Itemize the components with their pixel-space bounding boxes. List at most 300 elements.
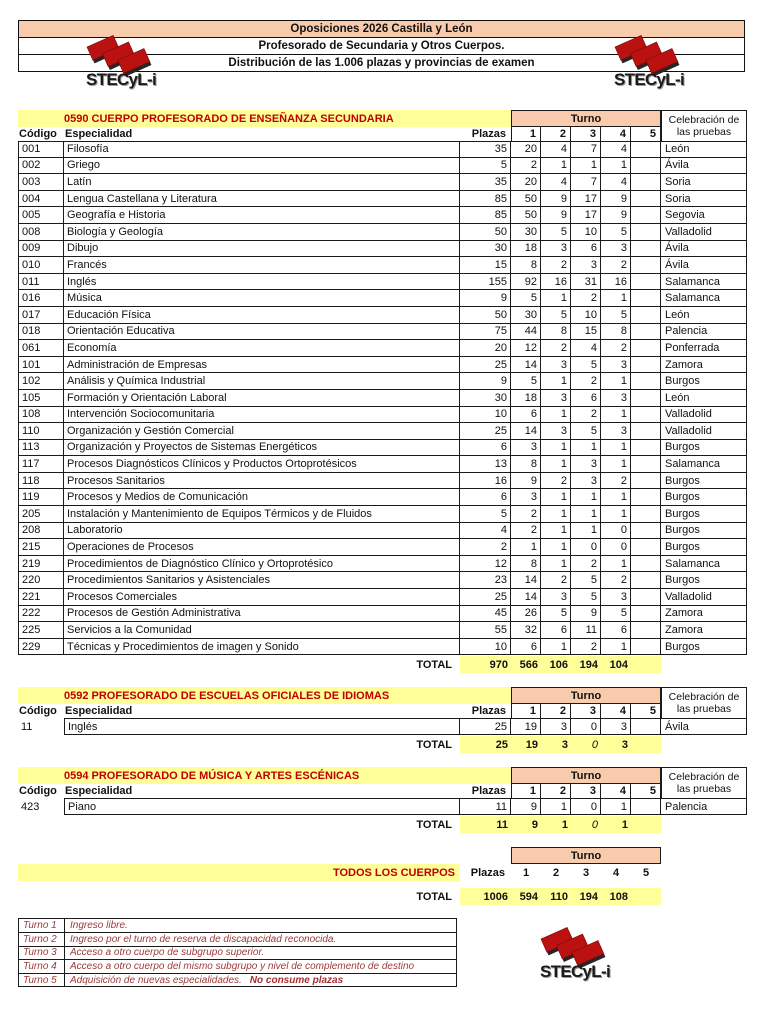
table-row [18, 606, 747, 623]
cell-especialidad: Dibujo [64, 241, 460, 258]
cell-t1: 8 [511, 257, 541, 274]
table-row [18, 373, 747, 390]
turno-col-header: 2 [552, 866, 560, 879]
cell-plazas: 25 [460, 589, 511, 606]
cell-codigo: 011 [18, 274, 64, 291]
cell-especialidad: Inglés [64, 274, 460, 291]
cell-t2: 1 [541, 798, 571, 815]
cell-t1: 26 [511, 606, 541, 623]
cell-t5 [631, 141, 661, 158]
codigo-header: Código [19, 705, 57, 718]
cell-t3: 2 [571, 290, 601, 307]
cell-t3: 1 [571, 440, 601, 457]
cell-codigo: 017 [18, 307, 64, 324]
cell-t2: 1 [541, 373, 571, 390]
cell-t4: 4 [601, 174, 631, 191]
cell-provincia: Burgos [661, 539, 747, 556]
total-t3: 0 [571, 736, 601, 753]
cell-t1: 1 [511, 539, 541, 556]
cell-t2: 3 [541, 357, 571, 374]
cell-t5 [631, 798, 661, 815]
stecyl-logo-bottom [538, 926, 634, 980]
cell-t4: 3 [601, 357, 631, 374]
cell-provincia: Burgos [661, 373, 747, 390]
turno-col-header: 4 [601, 784, 631, 798]
cell-plazas: 30 [460, 390, 511, 407]
cell-especialidad: Organización y Gestión Comercial [64, 423, 460, 440]
plazas-header: Plazas [471, 128, 506, 140]
cell-plazas: 9 [460, 373, 511, 390]
cell-codigo: 229 [18, 639, 64, 656]
cell-t5 [631, 606, 661, 623]
cell-t4: 5 [601, 307, 631, 324]
cell-provincia: Burgos [661, 572, 747, 589]
cell-t1: 3 [511, 440, 541, 457]
cell-t1: 20 [511, 174, 541, 191]
cell-t4: 1 [601, 456, 631, 473]
cell-t3: 7 [571, 141, 601, 158]
cell-t4: 2 [601, 340, 631, 357]
cell-t3: 6 [571, 390, 601, 407]
cell-t2: 2 [541, 473, 571, 490]
cell-t3: 1 [571, 523, 601, 540]
cell-t5 [631, 639, 661, 656]
cell-t5 [631, 274, 661, 291]
legend-text: Acceso a otro cuerpo de subgrupo superior. [70, 947, 265, 959]
cell-t4: 5 [601, 224, 631, 241]
cell-codigo: 220 [18, 572, 64, 589]
total-plazas: 11 [460, 816, 511, 833]
cell-t4: 0 [601, 523, 631, 540]
cell-especialidad: Procesos Diagnósticos Clínicos y Productos Ortoprotésicos [64, 456, 460, 473]
cell-t1: 18 [511, 241, 541, 258]
total-t5 [631, 816, 661, 833]
cell-t4: 9 [601, 191, 631, 208]
turno-header: Turno [511, 110, 661, 127]
table-row [18, 572, 747, 589]
celebracion-line1: Celebración de [668, 771, 740, 784]
todos-los-cuerpos-section [18, 847, 747, 905]
table-row [18, 556, 747, 573]
total-label: TOTAL [416, 738, 452, 751]
legend-text-cell [65, 960, 454, 973]
cell-t1: 14 [511, 589, 541, 606]
cell-provincia: Ávila [661, 241, 747, 258]
table-row [18, 456, 747, 473]
cell-t1: 20 [511, 141, 541, 158]
table-body [18, 718, 747, 735]
cell-provincia: Palencia [661, 324, 747, 341]
cell-t4: 16 [601, 274, 631, 291]
cell-t3: 2 [571, 556, 601, 573]
cell-t4: 8 [601, 324, 631, 341]
cell-provincia: Salamanca [661, 274, 747, 291]
legend-text-cell [65, 947, 454, 960]
cell-t4: 1 [601, 506, 631, 523]
cell-t2: 1 [541, 639, 571, 656]
cell-t4: 3 [601, 390, 631, 407]
cell-t5 [631, 589, 661, 606]
cell-provincia: Palencia [661, 798, 747, 815]
total-t5 [631, 888, 661, 905]
table-row [18, 241, 747, 258]
cell-plazas: 2 [460, 539, 511, 556]
cell-t1: 5 [511, 373, 541, 390]
cell-especialidad: Procesos de Gestión Administrativa [64, 606, 460, 623]
cell-especialidad: Orientación Educativa [64, 324, 460, 341]
cell-t2: 2 [541, 340, 571, 357]
cell-t5 [631, 473, 661, 490]
cell-provincia: Ávila [661, 718, 747, 735]
cell-plazas: 50 [460, 224, 511, 241]
cell-t3: 11 [571, 622, 601, 639]
cell-t3: 10 [571, 307, 601, 324]
header-title-line3: Distribución de las 1.006 plazas y provincias de examen [228, 57, 535, 69]
cell-t3: 7 [571, 174, 601, 191]
table-row [18, 639, 747, 656]
cell-t3: 1 [571, 158, 601, 175]
cell-provincia: Salamanca [661, 290, 747, 307]
cell-plazas: 12 [460, 556, 511, 573]
cell-provincia: Burgos [661, 639, 747, 656]
cell-especialidad: Operaciones de Procesos [64, 539, 460, 556]
cell-t2: 1 [541, 456, 571, 473]
cell-codigo: 205 [18, 506, 64, 523]
cell-t3: 1 [571, 489, 601, 506]
cell-provincia: Segovia [661, 207, 747, 224]
cell-t2: 5 [541, 606, 571, 623]
cell-provincia: Burgos [661, 523, 747, 540]
legend-turno-label: Turno 2 [19, 933, 65, 946]
legend-text: Ingreso libre. [70, 920, 128, 932]
cell-t2: 9 [541, 191, 571, 208]
total-t2: 110 [541, 888, 571, 905]
celebracion-line2: las pruebas [676, 703, 732, 716]
legend-row [19, 974, 456, 987]
table-header [18, 767, 747, 798]
cell-codigo: 001 [18, 141, 64, 158]
cell-especialidad: Procedimientos de Diagnóstico Clínico y Ortoprotésico [64, 556, 460, 573]
cell-codigo: 113 [18, 440, 64, 457]
turno-col-header: 3 [571, 784, 601, 798]
cell-codigo: 009 [18, 241, 64, 258]
cell-t1: 32 [511, 622, 541, 639]
cell-t2: 3 [541, 589, 571, 606]
turno-col-header: 2 [541, 127, 571, 141]
table-section-0590 [18, 110, 747, 673]
cell-t1: 12 [511, 340, 541, 357]
cell-t5 [631, 324, 661, 341]
table-total-row [18, 816, 747, 833]
cell-t2: 1 [541, 290, 571, 307]
celebracion-header [661, 110, 747, 141]
cell-t4: 0 [601, 539, 631, 556]
cell-especialidad: Instalación y Mantenimiento de Equipos Térmicos y de Fluidos [64, 506, 460, 523]
cell-t3: 3 [571, 456, 601, 473]
cell-plazas: 6 [460, 489, 511, 506]
cell-t2: 1 [541, 440, 571, 457]
total-t4: 104 [601, 656, 631, 673]
stecyl-logo-text: STECyL-i [614, 70, 684, 89]
content-column [18, 110, 747, 987]
table-row [18, 473, 747, 490]
cell-t2: 1 [541, 506, 571, 523]
cell-codigo: 101 [18, 357, 64, 374]
cell-t4: 2 [601, 572, 631, 589]
cell-codigo: 221 [18, 589, 64, 606]
cell-t4: 4 [601, 141, 631, 158]
table-row [18, 523, 747, 540]
cell-t4: 1 [601, 489, 631, 506]
codigo-header: Código [19, 785, 57, 798]
legend-turno-label: Turno 1 [19, 919, 65, 932]
cell-codigo: 008 [18, 224, 64, 241]
cell-t5 [631, 456, 661, 473]
cell-t4: 3 [601, 589, 631, 606]
turno-col-header: 5 [631, 784, 661, 798]
cell-plazas: 23 [460, 572, 511, 589]
cell-t4: 3 [601, 718, 631, 735]
cell-t2: 2 [541, 572, 571, 589]
table-section-0592 [18, 687, 747, 753]
cell-t2: 1 [541, 158, 571, 175]
cell-plazas: 50 [460, 307, 511, 324]
cell-t3: 0 [571, 539, 601, 556]
cell-t3: 2 [571, 407, 601, 424]
cell-especialidad: Educación Física [64, 307, 460, 324]
cell-provincia: Burgos [661, 506, 747, 523]
cell-especialidad: Lengua Castellana y Literatura [64, 191, 460, 208]
cell-t5 [631, 539, 661, 556]
cell-especialidad: Inglés [64, 718, 460, 735]
cell-codigo: 010 [18, 257, 64, 274]
cell-t2: 3 [541, 390, 571, 407]
cell-provincia: Soria [661, 191, 747, 208]
cell-t1: 50 [511, 191, 541, 208]
cell-t5 [631, 622, 661, 639]
cell-t5 [631, 718, 661, 735]
cell-especialidad: Procesos y Medios de Comunicación [64, 489, 460, 506]
table-row [18, 506, 747, 523]
cell-especialidad: Organización y Proyectos de Sistemas Energéticos [64, 440, 460, 457]
cell-codigo: 003 [18, 174, 64, 191]
especialidad-header: Especialidad [65, 128, 133, 140]
table-row [18, 407, 747, 424]
legend-row [19, 919, 456, 933]
cell-t4: 3 [601, 423, 631, 440]
cell-t1: 2 [511, 158, 541, 175]
cell-t4: 1 [601, 556, 631, 573]
total-label: TOTAL [416, 818, 452, 831]
cell-t3: 15 [571, 324, 601, 341]
cell-plazas: 85 [460, 207, 511, 224]
turno-header: Turno [511, 847, 661, 864]
turno-col-header: 4 [601, 704, 631, 718]
turno-col-header: 4 [601, 127, 631, 141]
cell-especialidad: Latín [64, 174, 460, 191]
table-title: 0590 CUERPO PROFESORADO DE ENSEÑANZA SECUNDARIA [18, 110, 511, 127]
cell-t4: 5 [601, 606, 631, 623]
cell-provincia: Valladolid [661, 423, 747, 440]
cell-provincia: León [661, 307, 747, 324]
cell-t1: 14 [511, 423, 541, 440]
cell-plazas: 35 [460, 174, 511, 191]
turno-col-header: 5 [642, 866, 650, 879]
cell-plazas: 155 [460, 274, 511, 291]
cell-codigo: 219 [18, 556, 64, 573]
cell-codigo: 005 [18, 207, 64, 224]
cell-t4: 1 [601, 639, 631, 656]
cell-t1: 8 [511, 456, 541, 473]
cell-t4: 9 [601, 207, 631, 224]
cell-plazas: 55 [460, 622, 511, 639]
cell-t1: 30 [511, 307, 541, 324]
cell-t4: 2 [601, 473, 631, 490]
cell-t2: 3 [541, 718, 571, 735]
cell-t2: 1 [541, 489, 571, 506]
cell-t1: 18 [511, 390, 541, 407]
cell-plazas: 25 [460, 423, 511, 440]
cell-t4: 1 [601, 158, 631, 175]
cell-t5 [631, 191, 661, 208]
cell-t3: 0 [571, 718, 601, 735]
cell-t1: 50 [511, 207, 541, 224]
celebracion-header [661, 767, 747, 798]
cell-t4: 3 [601, 241, 631, 258]
cell-provincia: Burgos [661, 440, 747, 457]
cell-t1: 3 [511, 489, 541, 506]
cell-t3: 6 [571, 241, 601, 258]
table-row [18, 539, 747, 556]
turno-col-header: 5 [631, 127, 661, 141]
cell-t1: 2 [511, 523, 541, 540]
table-row [18, 257, 747, 274]
cell-plazas: 6 [460, 440, 511, 457]
cell-provincia: Burgos [661, 489, 747, 506]
cell-t4: 1 [601, 290, 631, 307]
cell-provincia: Burgos [661, 473, 747, 490]
cell-especialidad: Administración de Empresas [64, 357, 460, 374]
cell-t5 [631, 407, 661, 424]
header-title-line1: Oposiciones 2026 Castilla y León [19, 21, 744, 38]
table-row [18, 290, 747, 307]
table-body [18, 798, 747, 815]
total-t3: 194 [571, 888, 601, 905]
cell-especialidad: Procesos Sanitarios [64, 473, 460, 490]
turno-header: Turno [511, 687, 661, 704]
cell-especialidad: Biología y Geología [64, 224, 460, 241]
legend-text-bold: No consume plazas [249, 974, 344, 986]
celebracion-line1: Celebración de [668, 114, 740, 126]
turno-col-header: 1 [511, 704, 541, 718]
cell-especialidad: Griego [64, 158, 460, 175]
cell-t2: 4 [541, 174, 571, 191]
cell-t5 [631, 489, 661, 506]
table-header [18, 687, 747, 718]
cell-provincia: Ávila [661, 158, 747, 175]
cell-codigo: 105 [18, 390, 64, 407]
cell-t5 [631, 357, 661, 374]
cell-t1: 8 [511, 556, 541, 573]
cell-codigo: 423 [21, 800, 40, 813]
cell-t5 [631, 423, 661, 440]
cell-plazas: 11 [460, 798, 511, 815]
legend-text-cell [65, 919, 454, 932]
todos-turno-row [18, 847, 747, 864]
cell-t1: 14 [511, 572, 541, 589]
cell-t3: 10 [571, 224, 601, 241]
total-label: TOTAL [416, 890, 452, 903]
cell-t3: 17 [571, 207, 601, 224]
turno-col-header: 4 [612, 866, 620, 879]
cell-t3: 5 [571, 572, 601, 589]
cell-plazas: 9 [460, 290, 511, 307]
total-t2: 1 [541, 816, 571, 833]
table-body [18, 141, 747, 655]
table-total-row [18, 736, 747, 753]
cell-plazas: 15 [460, 257, 511, 274]
cell-plazas: 75 [460, 324, 511, 341]
turno-col-header: 1 [522, 866, 530, 879]
cell-provincia: Soria [661, 174, 747, 191]
celebracion-line1: Celebración de [668, 691, 740, 704]
cell-t3: 5 [571, 357, 601, 374]
table-row [18, 357, 747, 374]
cell-especialidad: Formación y Orientación Laboral [64, 390, 460, 407]
total-plazas: 970 [460, 656, 511, 673]
total-label: TOTAL [416, 658, 452, 671]
total-plazas: 1006 [460, 888, 511, 905]
cell-t2: 16 [541, 274, 571, 291]
cell-t3: 1 [571, 506, 601, 523]
table-row [18, 440, 747, 457]
cell-provincia: Zamora [661, 622, 747, 639]
table-row [18, 390, 747, 407]
cell-provincia: Salamanca [661, 556, 747, 573]
especialidad-header: Especialidad [65, 705, 133, 718]
total-t3: 0 [571, 816, 601, 833]
cell-provincia: Zamora [661, 606, 747, 623]
cell-t2: 3 [541, 241, 571, 258]
total-t4: 3 [601, 736, 631, 753]
cell-t2: 9 [541, 207, 571, 224]
cell-t2: 1 [541, 539, 571, 556]
table-row [18, 158, 747, 175]
cell-codigo: 108 [18, 407, 64, 424]
cell-provincia: Valladolid [661, 589, 747, 606]
cell-t3: 3 [571, 257, 601, 274]
cell-plazas: 13 [460, 456, 511, 473]
plazas-header: Plazas [471, 705, 506, 718]
turno-col-header: 1 [511, 127, 541, 141]
stecyl-logo-top-right [612, 34, 708, 88]
cell-codigo: 102 [18, 373, 64, 390]
cell-provincia: Ávila [661, 257, 747, 274]
table-row [18, 622, 747, 639]
tables-container [18, 110, 747, 833]
cell-t3: 2 [571, 373, 601, 390]
cell-t5 [631, 572, 661, 589]
cell-t1: 92 [511, 274, 541, 291]
total-t4: 1 [601, 816, 631, 833]
total-t1: 19 [511, 736, 541, 753]
total-t2: 3 [541, 736, 571, 753]
cell-especialidad: Música [64, 290, 460, 307]
cell-codigo: 215 [18, 539, 64, 556]
table-title: 0594 PROFESORADO DE MÚSICA Y ARTES ESCÉNICAS [18, 767, 511, 784]
cell-plazas: 5 [460, 506, 511, 523]
todos-header-row [18, 864, 747, 881]
